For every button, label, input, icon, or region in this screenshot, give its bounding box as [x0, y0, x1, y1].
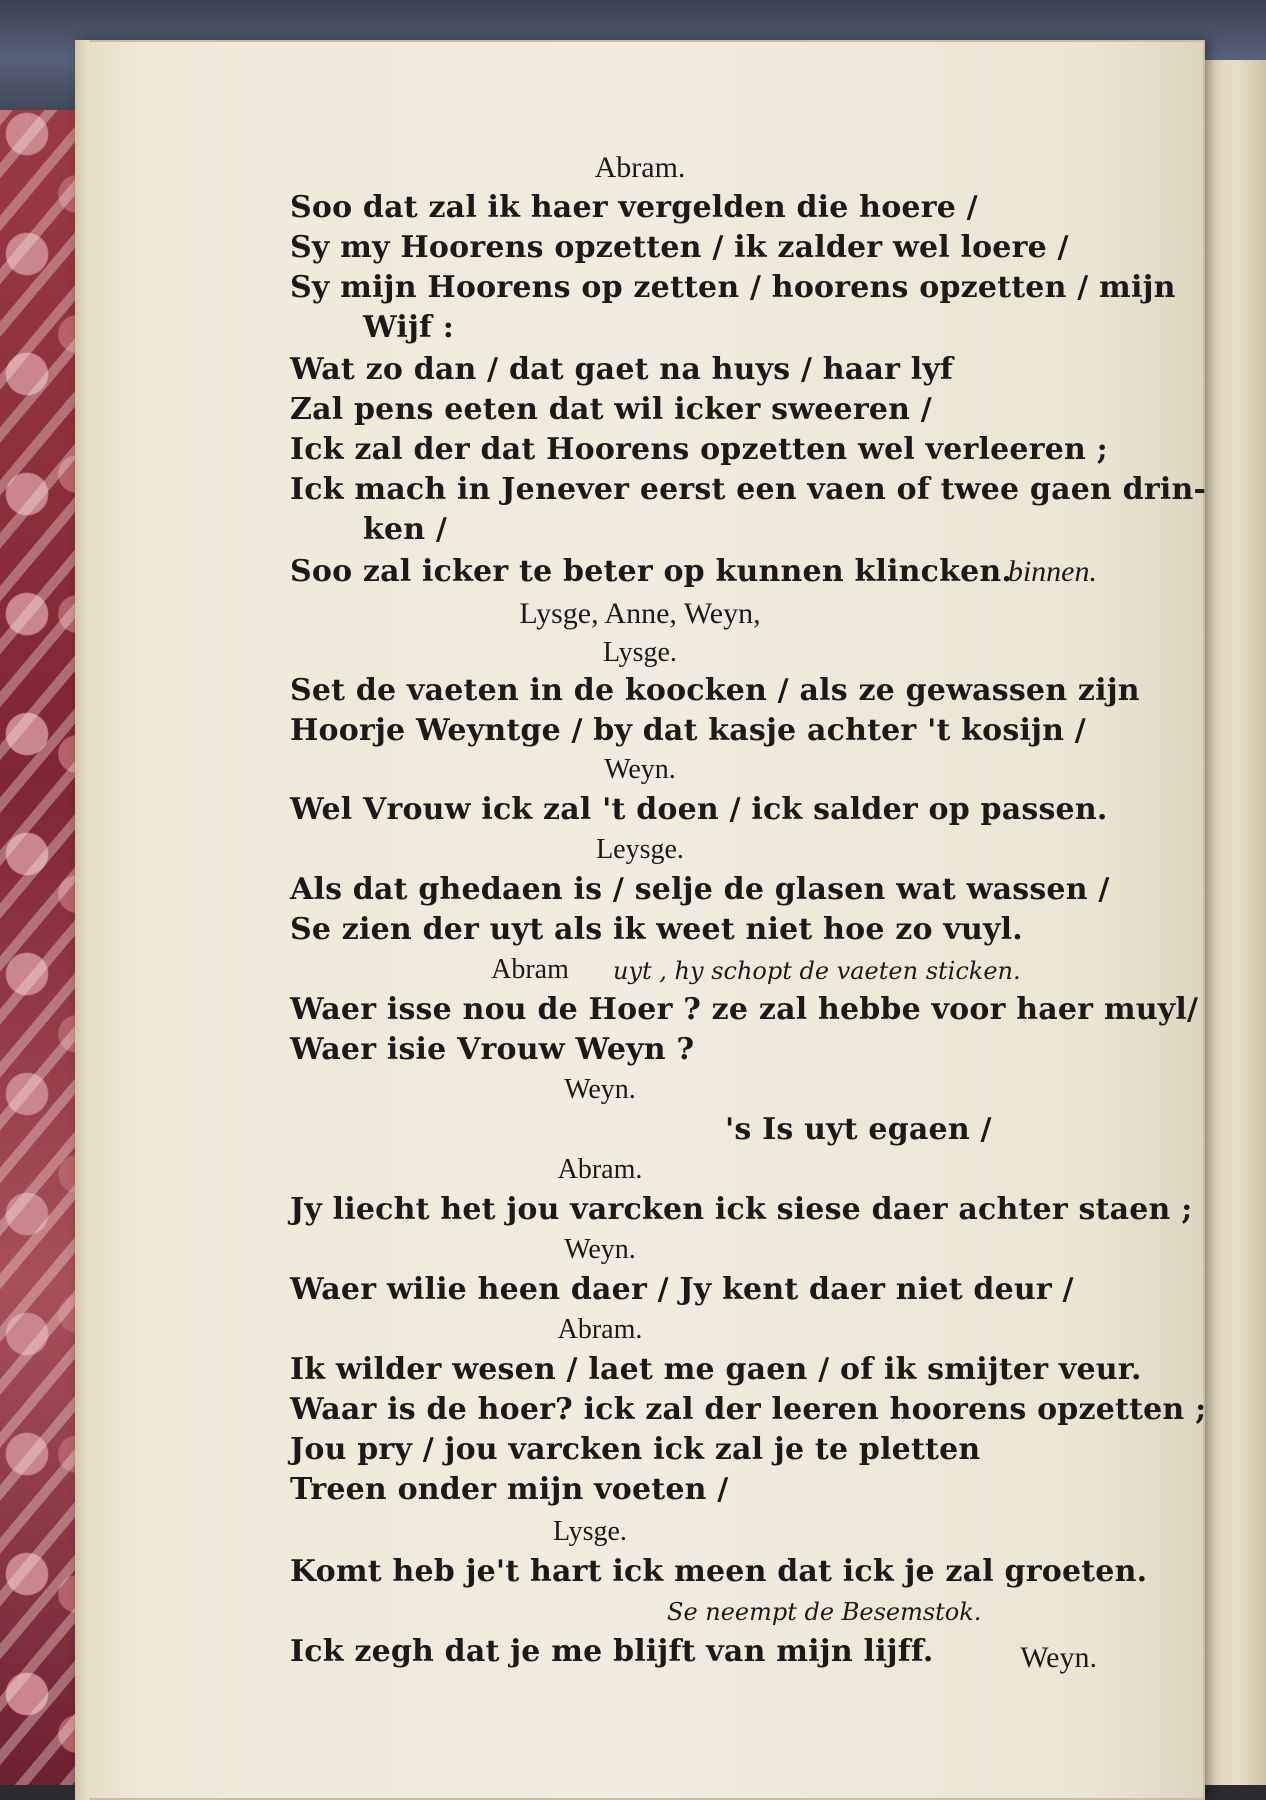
speaker-heading: Weyn. — [564, 1234, 636, 1265]
verse-line: ken / — [363, 512, 448, 547]
verse-line: Jy liecht het jou varcken ick siese daer achter staen ; — [290, 1192, 1193, 1227]
verse-line: Waer wilie heen daer / Jy kent daer niet deur / — [290, 1272, 1074, 1307]
verse-line: Zal pens eeten dat wil icker sweeren / — [290, 392, 932, 427]
verse-line: Jou pry / jou varcken ick zal je te pletten — [290, 1432, 981, 1467]
verse-line: Waar is de hoer? ick zal der leeren hoorens opzetten ; — [290, 1392, 1207, 1427]
verse-line: Als dat ghedaen is / selje de glasen wat wassen / — [290, 872, 1110, 907]
catchword: Weyn. — [1020, 1641, 1097, 1674]
speaker-heading: Abram. — [557, 1154, 643, 1185]
verse-line: Ick mach in Jenever eerst een vaen of twee gaen drin- — [290, 472, 1207, 507]
speaker-heading: Abram — [491, 954, 569, 985]
page-text — [75, 40, 1205, 1800]
speaker-heading: Leysge. — [596, 834, 684, 865]
verse-line: 's Is uyt egaen / — [725, 1112, 992, 1147]
verse-line: Wat zo dan / dat gaet na huys / haar lyf — [290, 352, 954, 387]
stage-direction: uyt , hy schopt de vaeten sticken. — [613, 957, 1021, 985]
verse-line: Soo zal icker te beter op kunnen klincken. — [290, 554, 1013, 589]
speaker-heading: Lysge. — [603, 637, 677, 668]
verse-line: Ik wilder wesen / laet me gaen / of ik smijter veur. — [290, 1352, 1142, 1387]
verse-line: Waer isse nou de Hoer ? ze zal hebbe voor haer muyl/ — [290, 992, 1199, 1027]
verse-line: Ick zal der dat Hoorens opzetten wel verleeren ; — [290, 432, 1108, 467]
verse-line: Soo dat zal ik haer vergelden die hoere / — [290, 190, 978, 225]
verse-line: Sy my Hoorens opzetten / ik zalder wel loere / — [290, 230, 1069, 265]
verse-line: Se zien der uyt als ik weet niet hoe zo vuyl. — [290, 912, 1023, 947]
stage-direction: Se neempt de Besemstok. — [667, 1598, 982, 1626]
verse-line: Waer isie Vrouw Weyn ? — [290, 1032, 695, 1067]
verse-line: Sy mijn Hoorens op zetten / hoorens opzetten / mijn — [290, 270, 1176, 305]
speaker-heading: Weyn. — [604, 754, 676, 785]
speaker-heading: Abram. — [594, 151, 686, 184]
verse-line: Ick zegh dat je me blijft van mijn lijff. — [290, 1634, 934, 1669]
stage-direction: binnen. — [1007, 555, 1097, 588]
verse-line: Hoorje Weyntge / by dat kasje achter 't kosijn / — [290, 713, 1086, 748]
speaker-heading: Abram. — [557, 1314, 643, 1345]
verse-line: Wel Vrouw ick zal 't doen / ick salder op passen. — [290, 792, 1108, 827]
book-page — [75, 40, 1205, 1800]
speaker-heading: Weyn. — [564, 1074, 636, 1105]
speaker-heading: Lysge. — [553, 1516, 627, 1547]
verse-line: Wijf : — [363, 310, 455, 345]
cast-list: Lysge, Anne, Weyn, — [519, 597, 761, 630]
verse-line: Set de vaeten in de koocken / als ze gewassen zijn — [290, 673, 1140, 708]
verse-line: Komt heb je't hart ick meen dat ick je zal groeten. — [290, 1554, 1148, 1589]
verse-line: Treen onder mijn voeten / — [290, 1472, 729, 1507]
